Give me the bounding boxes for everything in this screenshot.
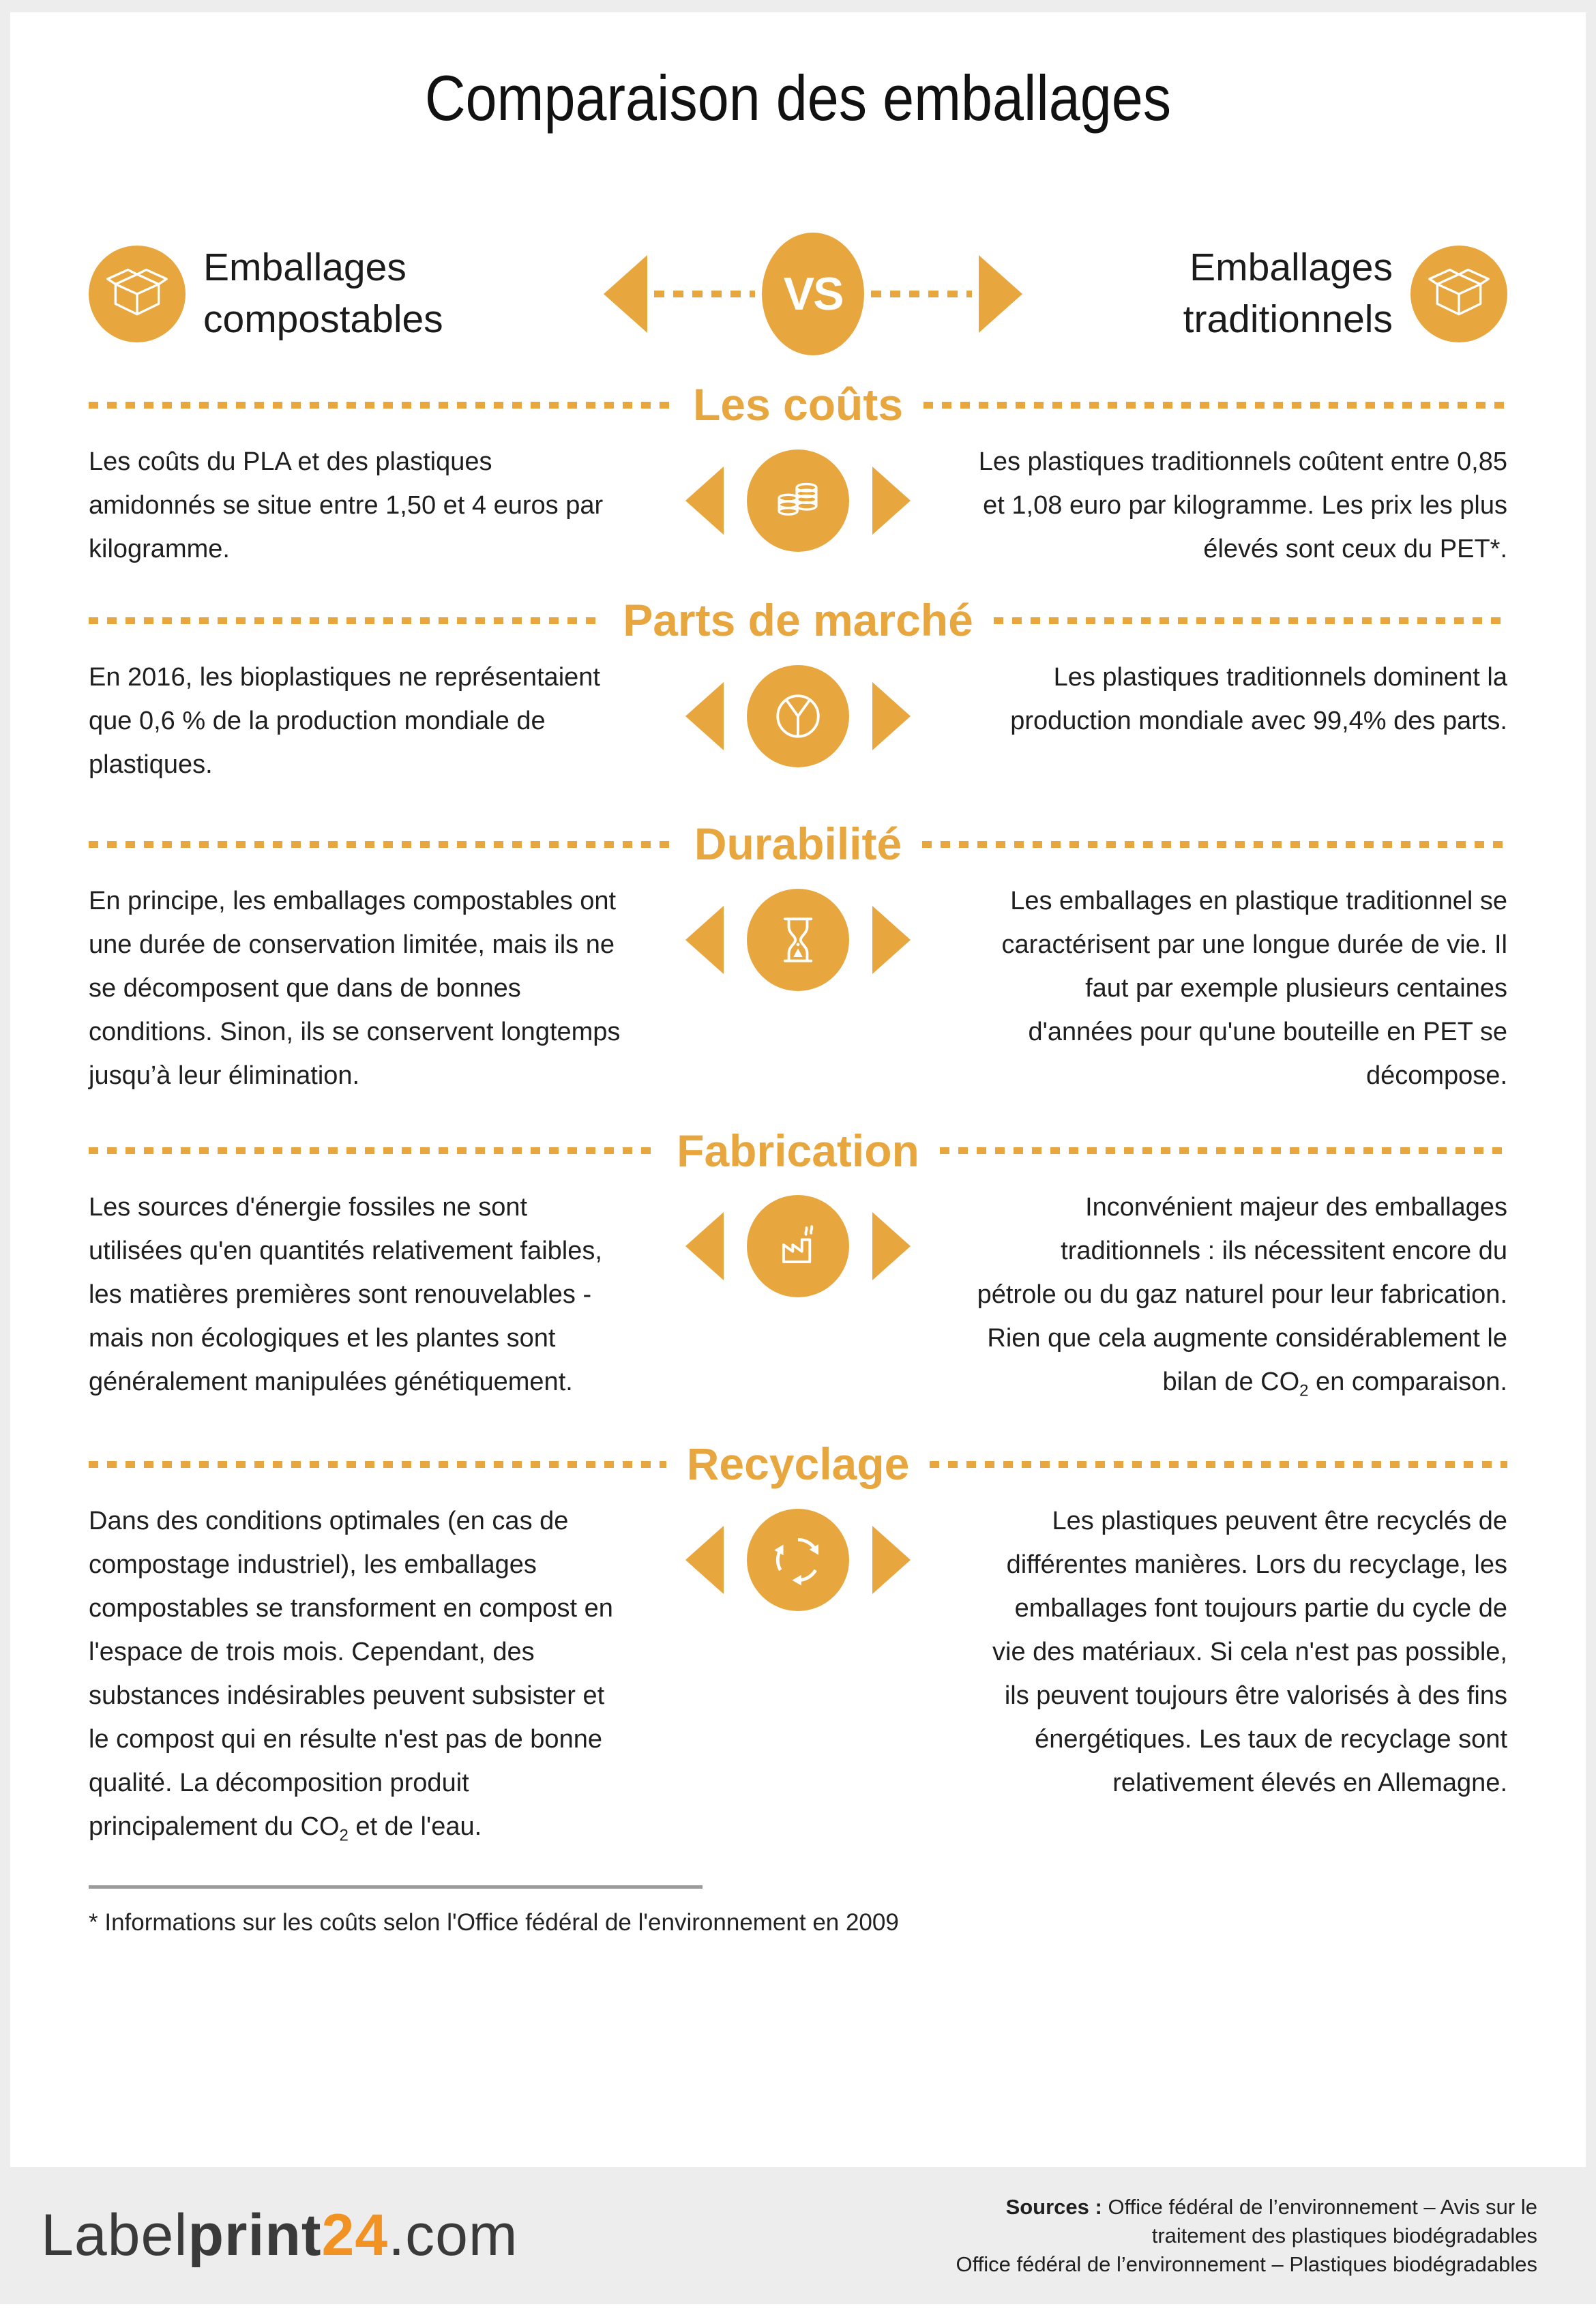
recycling-right-column (972, 1499, 1507, 1805)
logo-part-label: Label (41, 2202, 188, 2268)
text-part: en comparaison. (1308, 1368, 1507, 1397)
hourglass-icon (747, 889, 849, 991)
open-box-icon (104, 261, 170, 327)
dotted-rule (922, 841, 1507, 848)
durability-right-column (972, 879, 1507, 1097)
right-arrow-icon (872, 906, 911, 974)
dotted-rule (89, 1461, 666, 1468)
manufacturing-compostable-text: Les sources d'énergie fossiles ne sont utilisées qu'en quantités relativement faibles, les matières premières sont renouvelables - mais non écologiques et les plantes sont généralement manipulées génétiquement. (89, 1193, 602, 1397)
dotted-rule (89, 1147, 656, 1154)
section-market-share-header (89, 595, 1507, 646)
costs-right-column (972, 440, 1507, 571)
sources-line: Office fédéral de l’environnement – Plastiques biodégradables (956, 2252, 1537, 2276)
dashed-line (871, 291, 972, 297)
dotted-rule (89, 841, 674, 848)
traditional-label-line1: Emballages (1189, 246, 1393, 289)
box-icon (89, 246, 186, 342)
section-costs-header (89, 380, 1507, 430)
left-arrow-icon (604, 255, 647, 333)
manufacturing-traditional-text (975, 1185, 1507, 1413)
dashed-line (654, 291, 755, 297)
recycling-left-column (89, 1499, 624, 1858)
factory-icon (765, 1213, 831, 1279)
open-box-icon (1426, 261, 1492, 327)
manufacturing-left-column (89, 1185, 624, 1404)
versus-header (89, 233, 1507, 355)
section-recycling-body (89, 1499, 1507, 1858)
coins-icon (765, 468, 831, 533)
logo-part-domain: .com (388, 2202, 518, 2268)
durability-left-column (89, 879, 624, 1097)
durability-icon-group (651, 889, 945, 991)
box-icon (1410, 246, 1507, 342)
costs-icon-group (651, 449, 945, 552)
sources-label: Sources : (1005, 2194, 1108, 2219)
section-costs-title: Les coûts (692, 379, 904, 430)
left-arrow-icon (685, 682, 724, 750)
co2-subscript: 2 (1299, 1382, 1309, 1401)
section-manufacturing (89, 1126, 1507, 1414)
recycling-icon-group (651, 1509, 945, 1611)
section-durability-body (89, 879, 1507, 1097)
page-frame-bottom (0, 2304, 1596, 2315)
market-icon-group (651, 665, 945, 767)
section-costs-body (89, 440, 1507, 571)
sources-line (956, 2193, 1537, 2222)
dotted-rule (923, 402, 1507, 409)
section-market-share-title: Parts de marché (623, 594, 973, 645)
market-right-column (972, 655, 1507, 743)
left-arrow-icon (685, 467, 724, 535)
dotted-rule (89, 617, 602, 624)
durability-compostable-text: En principe, les emballages compostables ont une durée de conservation limitée, mais ils ne se décomposent que dans de bonnes conditions. Sinon, ils se conservent longtemps jusqu’à leur élimination. (89, 886, 621, 1090)
footer (0, 2167, 1596, 2304)
page-frame-top (0, 0, 1596, 12)
section-market-share (89, 595, 1507, 786)
section-recycling-header (89, 1439, 1507, 1490)
coins-icon (747, 449, 849, 552)
compostable-label-line2: compostables (203, 297, 443, 341)
text-part: Inconvénient majeur des emballages traditionnels : ils nécessitent encore du pétrole ou du gaz naturel pour leur fabrication. Rien que cela augmente considérablement le bilan de CO (977, 1193, 1507, 1397)
footnote-text: * Informations sur les coûts selon l'Office fédéral de l'environnement en 2009 (89, 1908, 899, 1936)
recycling-traditional-text: Les plastiques peuvent être recyclés de différentes manières. Lors du recyclage, les emballages font toujours partie du cycle de vie des matériaux. Si cela n'est pas possible, ils peuvent toujours être valorisés à des fins énergétiques. Les taux de recyclage sont relativement élevés en Allemagne. (992, 1506, 1507, 1797)
labelprint24-logo (41, 2202, 518, 2269)
page-title: Comparaison des emballages (424, 62, 1172, 134)
factory-icon (747, 1195, 849, 1297)
dotted-rule (940, 1147, 1507, 1154)
right-arrow-icon (979, 255, 1022, 333)
section-durability-title: Durabilité (694, 818, 902, 869)
right-arrow-icon (872, 1526, 911, 1594)
co2-subscript: 2 (339, 1826, 349, 1845)
section-durability-header (89, 819, 1507, 870)
traditional-label-line2: traditionnels (1183, 297, 1393, 341)
section-manufacturing-title: Fabrication (677, 1125, 919, 1176)
traditional-label (1183, 242, 1393, 346)
section-durability (89, 819, 1507, 1097)
recycle-icon (765, 1527, 831, 1593)
section-market-share-body (89, 655, 1507, 786)
section-recycling-title: Recyclage (686, 1439, 910, 1490)
sources-block (956, 2193, 1537, 2279)
left-arrow-icon (685, 906, 724, 974)
recycling-compostable-text (89, 1499, 621, 1858)
compostable-label (203, 242, 443, 346)
market-traditional-text: Les plastiques traditionnels dominent la production mondiale avec 99,4% des parts. (1010, 662, 1507, 735)
market-compostable-text: En 2016, les bioplastiques ne représentaient que 0,6 % de la production mondiale de plastiques. (89, 662, 600, 779)
durability-traditional-text: Les emballages en plastique traditionnel se caractérisent par une longue durée de vie. Il faut par exemple plusieurs centaines d'années pour qu'une bouteille en PET se décompose. (1001, 886, 1507, 1090)
sources-line: traitement des plastiques biodégradables (1151, 2223, 1537, 2247)
right-arrow-icon (872, 1212, 911, 1280)
recycle-icon (747, 1509, 849, 1611)
pie-chart-icon (765, 683, 831, 749)
costs-compostable-text: Les coûts du PLA et des plastiques amidonnés se situe entre 1,50 et 4 euros par kilogramme. (89, 447, 604, 563)
pie-chart-icon (747, 665, 849, 767)
hourglass-icon (765, 907, 831, 973)
costs-left-column (89, 440, 624, 571)
manufacturing-icon-group (651, 1195, 945, 1297)
right-arrow-icon (872, 467, 911, 535)
compostable-label-line1: Emballages (203, 246, 407, 289)
left-arrow-icon (685, 1526, 724, 1594)
dotted-rule (994, 617, 1507, 624)
left-arrow-icon (685, 1212, 724, 1280)
traditional-side (1183, 242, 1507, 346)
dotted-rule (930, 1461, 1507, 1468)
text-part: Dans des conditions optimales (en cas de compostage industriel), les emballages compostables se transforment en compost en l'espace de trois mois. Cependant, des substances indésirables peuvent subsister et le compost qui en résulte n'est pas de bonne qualité. La décomposition produit principalement du CO (89, 1506, 613, 1841)
vs-text: VS (783, 267, 843, 320)
right-arrow-icon (872, 682, 911, 750)
footnote-divider (89, 1885, 703, 1889)
logo-part-number: 24 (321, 2202, 389, 2268)
section-recycling (89, 1439, 1507, 1858)
vs-connector (604, 233, 1022, 355)
sources-line-text: Office fédéral de l’environnement – Avis sur le (1108, 2194, 1537, 2219)
vs-badge (762, 233, 864, 355)
compostable-side (89, 242, 443, 346)
section-costs (89, 380, 1507, 571)
costs-traditional-text: Les plastiques traditionnels coûtent entre 0,85 et 1,08 euro par kilogramme. Les prix les plus élevés sont ceux du PET*. (978, 447, 1507, 563)
logo-part-print: print (188, 2202, 322, 2268)
infographic-body (0, 12, 1596, 2167)
text-part: et de l'eau. (348, 1812, 482, 1841)
section-manufacturing-header (89, 1126, 1507, 1177)
dotted-rule (89, 402, 673, 409)
market-left-column (89, 655, 624, 786)
section-manufacturing-body (89, 1185, 1507, 1413)
manufacturing-right-column (972, 1185, 1507, 1413)
